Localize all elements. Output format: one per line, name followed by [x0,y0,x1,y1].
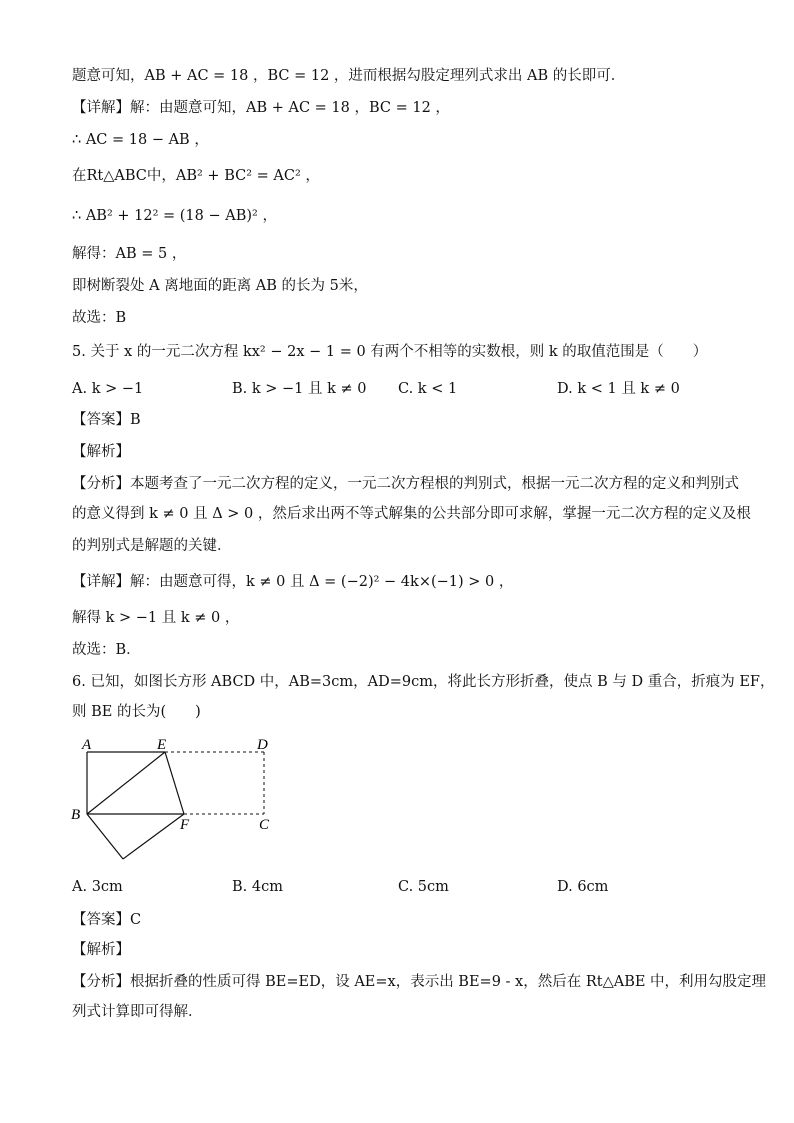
label-e: E [157,737,167,753]
label-b: B [71,807,81,823]
q6-option-a: A. 3cm [72,879,123,895]
text-line: 则 BE 的长为( ) [72,704,201,720]
q6-answer: 【答案】C [72,912,142,928]
text-line: 的意义得到 k ≠ 0 且 Δ > 0 ，然后求出两不等式解集的公共部分即可求解，掌握一元二次方程的定义及根 [72,506,751,522]
folded-edge-f-bottom [123,814,184,859]
q6-option-d: D. 6cm [557,879,609,895]
question-6: 6. 已知，如图长方形 ABCD 中，AB=3cm，AD=9cm，将此长方形折叠，使点 B 与 D 重合，折痕为 EF， [72,674,775,690]
text-line: 故选：B [72,310,127,326]
text-line: ∴ AB² + 12² = (18 − AB)² ， [72,208,277,224]
q5-option-a: A. k > −1 [72,381,144,397]
text-line: 的判别式是解题的关键． [72,538,232,554]
label-d: D [257,737,268,753]
text-line: 在Rt△ABC中，AB² + BC² = AC² ， [72,168,320,184]
q6-option-c: C. 5cm [398,879,449,895]
folded-edge-b-left [87,814,123,859]
text-line: 【详解】解：由题意可知，AB + AC = 18 ，BC = 12 ， [72,100,450,116]
label-a: A [82,737,92,753]
fold-line-be [87,752,165,814]
fold-line-ef [165,752,184,814]
text-line: 解得：AB = 5 ， [72,246,187,262]
text-line: 【分析】本题考查了一元二次方程的定义，一元二次方程根的判别式，根据一元二次方程的定义和判别式 [72,476,739,492]
text-line: ∴ AC = 18 − AB ， [72,132,209,148]
q6-analysis-heading: 【解析】 [72,942,130,958]
q5-answer: 【答案】B [72,412,141,428]
label-f: F [180,817,190,833]
text-line: 故选：B． [72,642,141,658]
q5-option-b: B. k > −1 且 k ≠ 0 [232,381,367,397]
text-line: 【分析】根据折叠的性质可得 BE=ED，设 AE=x，表示出 BE=9 - x，然后在 Rt△ABE 中，利用勾股定理 [72,974,767,990]
text-line: 题意可知，AB + AC = 18 ，BC = 12 ，进而根据勾股定理列式求出 AB 的长即可． [72,68,626,84]
question-5: 5. 关于 x 的一元二次方程 kx² − 2x − 1 = 0 有两个不相等的实数根，则 k 的取值范围是（ ） [72,344,708,360]
text-line: 即树断裂处 A 离地面的距离 AB 的长为 5米， [72,278,368,294]
q5-option-d: D. k < 1 且 k ≠ 0 [557,381,680,397]
q5-analysis-heading: 【解析】 [72,444,130,460]
folded-rectangle-figure [60,730,290,870]
text-line: 【详解】解：由题意可得，k ≠ 0 且 Δ = (−2)² − 4k×(−1) > 0 ， [72,574,514,590]
text-line: 列式计算即可得解． [72,1004,203,1020]
q6-option-b: B. 4cm [232,879,283,895]
q5-option-c: C. k < 1 [398,381,458,397]
text-line: 解得 k > −1 且 k ≠ 0 ， [72,610,240,626]
label-c: C [259,817,270,833]
